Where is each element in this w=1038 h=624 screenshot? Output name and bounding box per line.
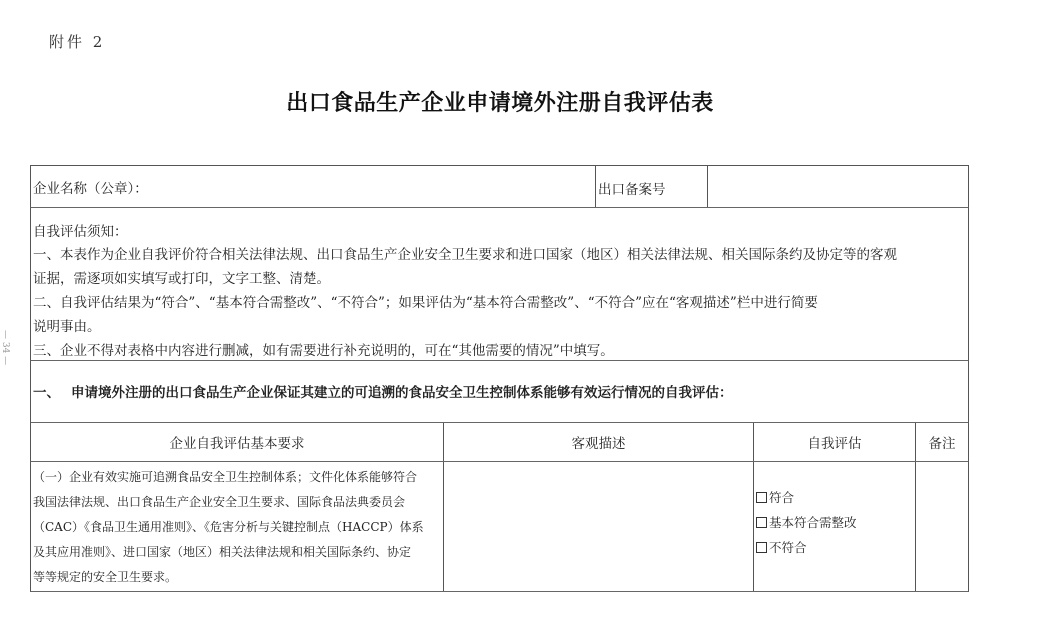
record-no-field[interactable] xyxy=(707,166,968,207)
record-no-label: 出口备案号 xyxy=(598,182,666,198)
header-description: 客观描述 xyxy=(443,423,753,461)
instructions-heading: 自我评估须知： xyxy=(33,224,128,240)
instruction-line: 一、本表作为企业自我评价符合相关法律法规、出口食品生产企业安全卫生要求和进口国家（地区）相关法律法规、相关国际条约及协定等的客观 xyxy=(33,247,897,263)
self-assessment-cell xyxy=(753,462,915,591)
instructions-block xyxy=(30,208,969,361)
page-number-marker: — 34 — xyxy=(0,330,10,366)
requirement-line: 等等规定的安全卫生要求。 xyxy=(33,570,178,584)
option-label: 基本符合需整改 xyxy=(769,515,857,530)
instruction-line: 三、企业不得对表格中内容进行删减，如有需要进行补充说明的，可在“其他需要的情况”中填写。 xyxy=(33,343,614,359)
checkbox-icon[interactable] xyxy=(756,542,767,553)
option-non-compliant[interactable] xyxy=(756,538,807,556)
instruction-line: 二、自我评估结果为“符合”、“基本符合需整改”、“不符合”；如果评估为“基本符合需整改”、“不符合”应在“客观描述”栏中进行简要 xyxy=(33,295,818,311)
section-heading-row xyxy=(30,361,969,423)
checkbox-icon[interactable] xyxy=(756,517,767,528)
requirement-cell xyxy=(31,462,443,591)
company-info-row xyxy=(30,165,969,208)
section-number: 一、 xyxy=(33,385,60,401)
company-name-label: 企业名称（公章）： xyxy=(33,180,148,197)
requirement-line: 及其应用准则》、进口国家（地区）相关法律法规和相关国际条约、协定 xyxy=(33,545,412,559)
header-remark: 备注 xyxy=(915,423,968,461)
document-title: 出口食品生产企业申请境外注册自我评估表 xyxy=(286,90,714,116)
instruction-line: 证据，需逐项如实填写或打印，文字工整、清楚。 xyxy=(33,271,330,287)
requirement-line: 我国法律法规、出口食品生产企业安全卫生要求、国际食品法典委员会 xyxy=(33,495,406,509)
remark-field[interactable] xyxy=(915,462,968,591)
requirement-line: （CAC）《食品卫生通用准则》、《危害分析与关键控制点（HACCP）体系 xyxy=(33,520,424,534)
option-label: 符合 xyxy=(769,490,795,505)
assessment-form xyxy=(30,165,969,592)
attachment-label: 附件 2 xyxy=(49,33,106,51)
header-self-assessment: 自我评估 xyxy=(753,423,915,461)
checkbox-icon[interactable] xyxy=(756,492,767,503)
option-compliant[interactable] xyxy=(756,488,794,506)
section-title: 申请境外注册的出口食品生产企业保证其建立的可追溯的食品安全卫生控制体系能够有效运行情况的自我评估： xyxy=(71,385,733,401)
description-field[interactable] xyxy=(443,462,753,591)
option-basically-compliant[interactable] xyxy=(756,513,857,531)
table-row xyxy=(30,462,969,592)
header-requirement: 企业自我评估基本要求 xyxy=(169,436,305,452)
table-header-row xyxy=(30,423,969,462)
option-label: 不符合 xyxy=(769,540,807,555)
record-no-label-cell xyxy=(595,166,707,207)
instruction-line: 说明事由。 xyxy=(33,319,101,335)
requirement-line: （一）企业有效实施可追溯食品安全卫生控制体系；文件化体系能够符合 xyxy=(33,470,418,484)
